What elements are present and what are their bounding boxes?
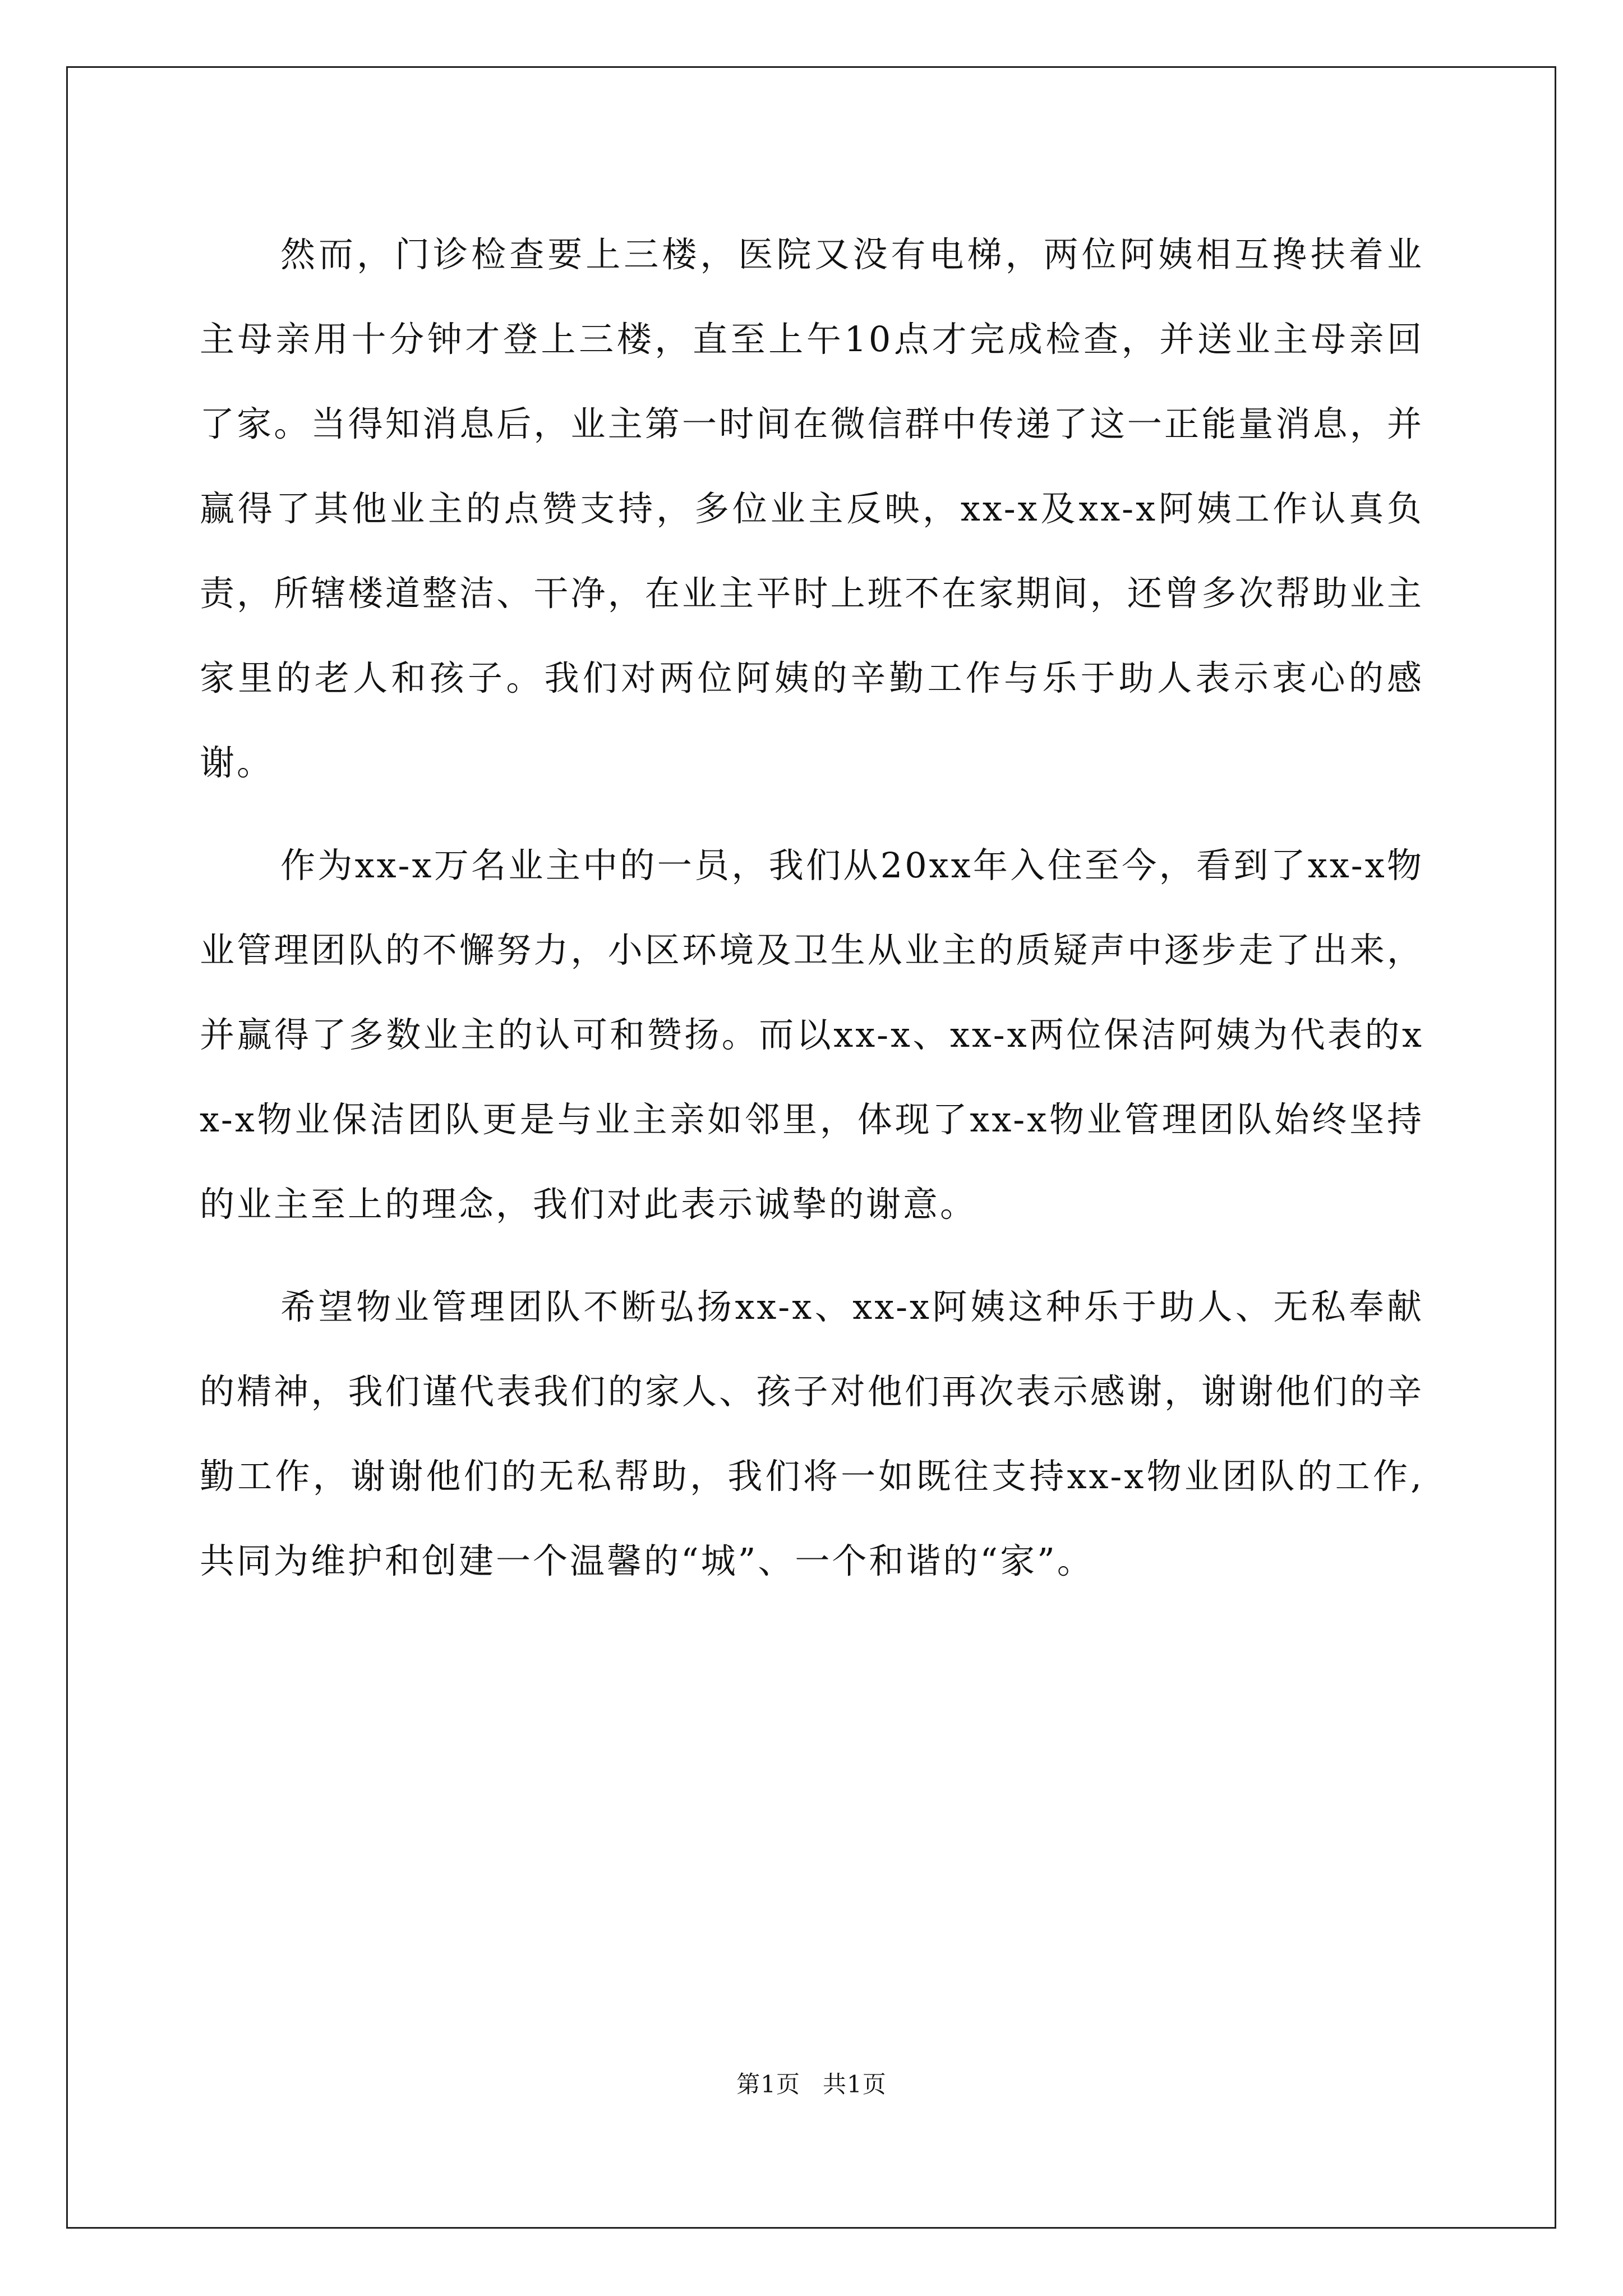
page-total: 共1页 <box>823 2070 887 2098</box>
page-footer <box>0 2069 1623 2100</box>
document-body <box>200 212 1424 1621</box>
paragraph-1: 然而，门诊检查要上三楼，医院又没有电梯，两位阿姨相互搀扶着业主母亲用十分钟才登上三楼，直至上午10点才完成检查，并送业主母亲回了家。当得知消息后，业主第一时间在微信群中传递了这一正能量消息，并赢得了其他业主的点赞支持，多位业主反映，xx-x及xx-x阿姨工作认真负责，所辖楼道整洁、干净，在业主平时上班不在家期间，还曾多次帮助业主家里的老人和孩子。我们对两位阿姨的辛勤工作与乐于助人表示衷心的感谢。 <box>200 234 1424 783</box>
paragraph-3: 希望物业管理团队不断弘扬xx-x、xx-x阿姨这种乐于助人、无私奉献的精神，我们谨代表我们的家人、孩子对他们再次表示感谢，谢谢他们的辛勤工作，谢谢他们的无私帮助，我们将一如既往支持xx-x物业团队的工作,共同为维护和创建一个温馨的“城”、一个和谐的“家”。 <box>200 1286 1424 1581</box>
page-number: 第1页 <box>736 2070 800 2098</box>
paragraph-2: 作为xx-x万名业主中的一员，我们从20xx年入住至今，看到了xx-x物业管理团队的不懈努力，小区环境及卫生从业主的质疑声中逐步走了出来，并赢得了多数业主的认可和赞扬。而以xx-x、xx-x两位保洁阿姨为代表的xx-x物业保洁团队更是与业主亲如邻里，体现了xx-x物业管理团队始终坚持的业主至上的理念，我们对此表示诚挚的谢意。 <box>200 845 1424 1225</box>
